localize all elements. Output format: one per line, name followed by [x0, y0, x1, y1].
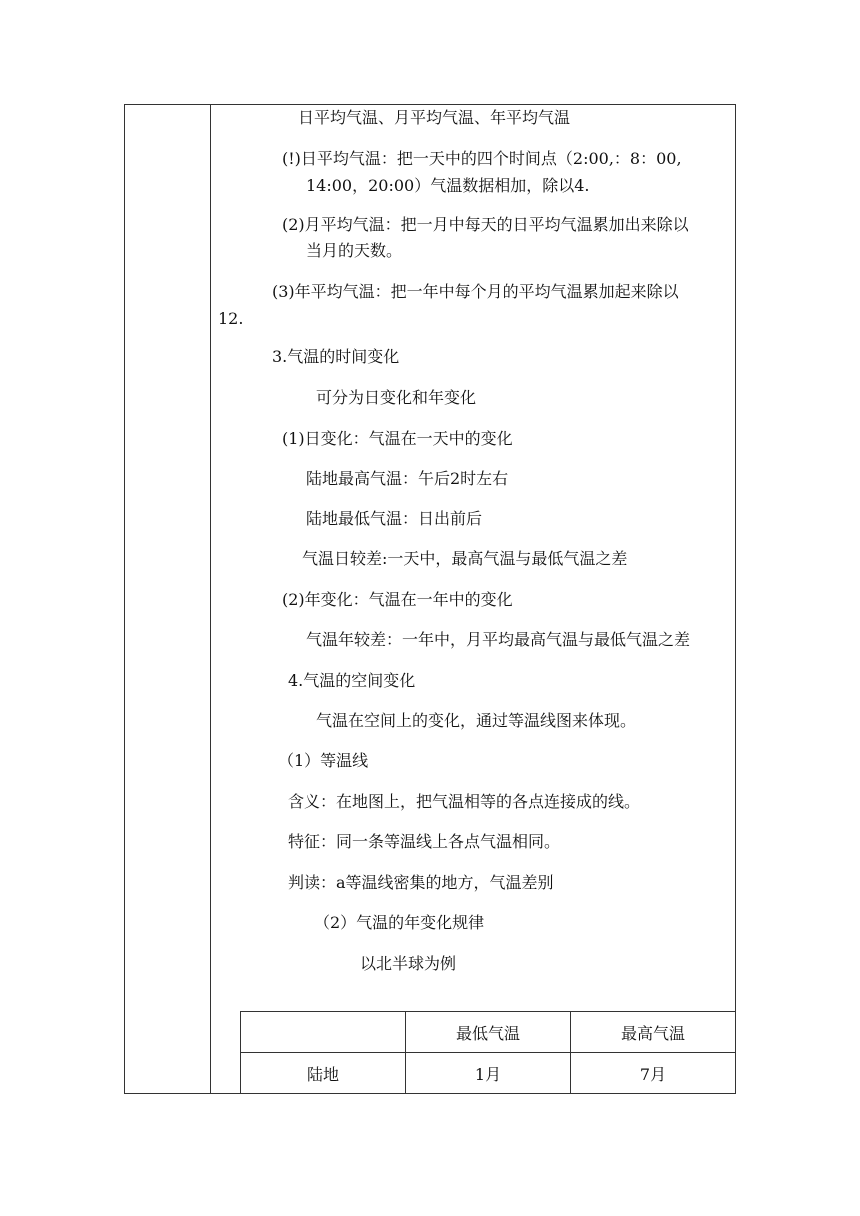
table-cell: 陆地: [241, 1053, 406, 1094]
annual-rule-example: 以北半球为例: [360, 954, 457, 973]
section-3-intro: 可分为日变化和年变化: [316, 388, 477, 407]
table-cell: 1月: [406, 1053, 571, 1094]
isotherm-reading: 判读：a等温线密集的地方，气温差别: [288, 873, 554, 892]
isotherm-feature: 特征：同一条等温线上各点气温相同。: [288, 832, 561, 851]
daily-range: 气温日较差:一天中，最高气温与最低气温之差: [302, 549, 628, 568]
table-cell: 7月: [571, 1053, 736, 1094]
temperature-table: [240, 1011, 736, 1094]
annual-range: 气温年较差：一年中，月平均最高气温与最低气温之差: [306, 630, 691, 649]
heading-averages: 日平均气温、月平均气温、年平均气温: [298, 108, 571, 127]
land-min-temp: 陆地最低气温：日出前后: [306, 509, 483, 528]
monthly-average-line1: (2)月平均气温：把一月中每天的日平均气温累加出来除以: [282, 215, 689, 234]
yearly-average-line1: (3)年平均气温：把一年中每个月的平均气温累加起来除以: [272, 282, 679, 301]
annual-rule-title: （2）气温的年变化规律: [314, 913, 485, 932]
isotherm-meaning: 含义：在地图上，把气温相等的各点连接成的线。: [288, 792, 641, 811]
isotherm-title: （1）等温线: [278, 751, 369, 770]
table-header-cell: [241, 1012, 406, 1053]
section-4-intro: 气温在空间上的变化，通过等温线图来体现。: [316, 711, 637, 730]
land-max-temp: 陆地最高气温：午后2时左右: [306, 469, 509, 488]
monthly-average-line2: 当月的天数。: [306, 241, 403, 260]
section-3-title: 3.气温的时间变化: [272, 347, 400, 366]
table-row: [241, 1053, 736, 1094]
daily-change: (1)日变化：气温在一天中的变化: [282, 429, 513, 448]
daily-average-line1: (!)日平均气温：把一天中的四个时间点（2:00,：8：00,: [282, 149, 682, 168]
table-header-cell: 最低气温: [406, 1012, 571, 1053]
yearly-average-line2: 12.: [218, 309, 244, 328]
section-4-title: 4.气温的空间变化: [288, 671, 416, 690]
table-header-row: [241, 1012, 736, 1053]
daily-average-line2: 14:00，20:00）气温数据相加，除以4.: [306, 176, 590, 195]
annual-change: (2)年变化：气温在一年中的变化: [282, 590, 513, 609]
column-divider: [210, 104, 211, 1094]
table-header-cell: 最高气温: [571, 1012, 736, 1053]
